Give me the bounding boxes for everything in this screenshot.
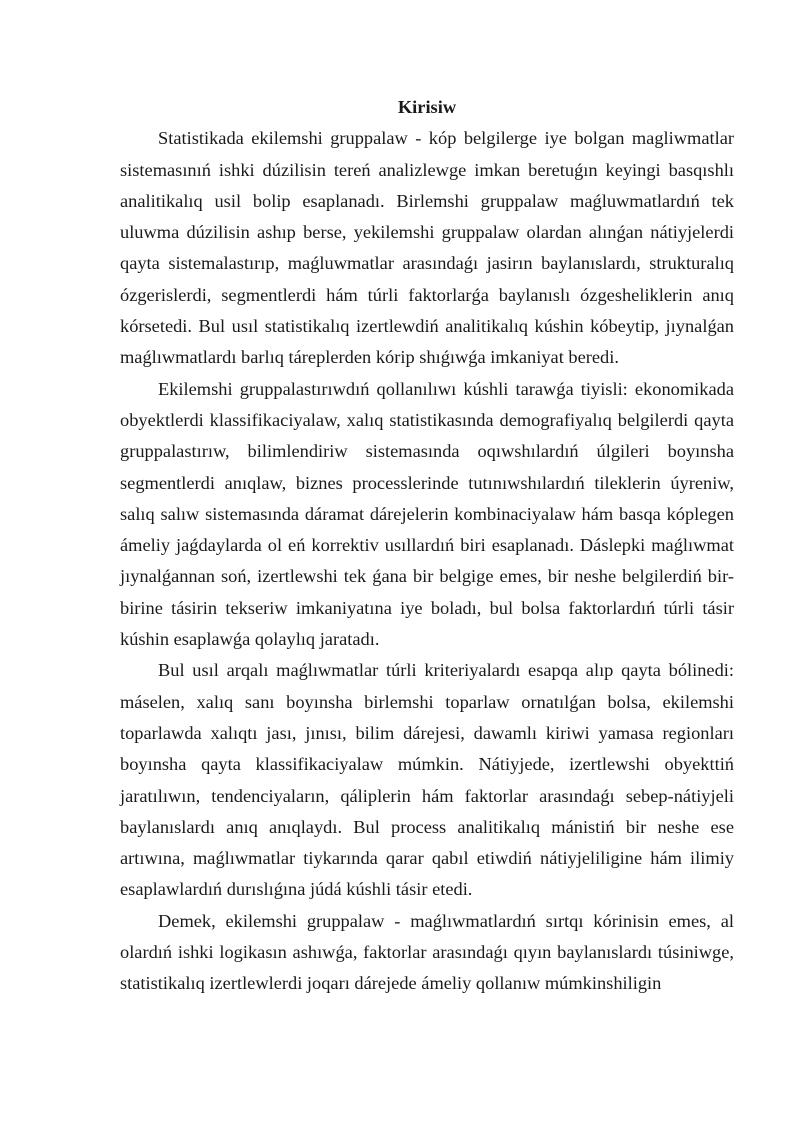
paragraph-1: Statistikada ekilemshi gruppalaw - kóp belgilerge iye bolgan magliwmatlar sistemasınıń ishki dúzilisin tereń analizlewge imkan beretuǵın keyingi basqıshlı analitikalıq usil bolip esaplanadı. Birlemshi gruppalaw maǵluwmatlardıń tek uluwma dúzilisin ashıp berse, yekilemshi gruppalaw olardan alınǵan nátiyjelerdi qayta sistemalastırıp, maǵluwmatlar arasındaǵı jasirın baylanıslardı, strukturalıq ózgerislerdi, segmentlerdi hám túrli faktorlarǵa baylanıslı ózgesheliklerin anıq kórsetedi. Bul usıl statistikalıq izertlewdiń analitikalıq kúshin kóbeytip, jıynalǵan maǵlıwmatlardı barlıq táreplerden kórip shıǵıwǵa imkaniyat beredi. [120, 128, 734, 368]
paragraph-4: Demek, ekilemshi gruppalaw - maǵlıwmatlardıń sırtqı kórinisin emes, al olardıń ishki logikasın ashıwǵa, faktorlar arasındaǵı qıyın baylanıslardı túsiniwge, statistikalıq izertlewlerdi joqarı dárejede ámeliy qollanıw múmkinshiligin [120, 910, 734, 994]
document-title: Kirisiw [397, 97, 457, 117]
paragraph-3: Bul usıl arqalı maǵlıwmatlar túrli kriteriyalardı esapqa alıp qayta bólinedi: máselen, xalıq sanı boyınsha birlemshi toparlaw ornatılǵan bolsa, ekilemshi toparlawda xalıqtı jası, jınısı, bilim dárejesi, dawamlı kiriwi yamasa regionları boyınsha qayta klassifikaciyalaw múmkin. Nátiyjede, izertlewshi obyekttiń jaratılıwın, tendenciyaların, qáliplerin hám faktorlar arasındaǵı sebep-nátiyjeli baylanıslardı anıq anıqlaydı. Bul process analitikalıq mánistiń bir neshe ese artıwına, maǵlıwmatlar tiykarında qarar qabıl etiwdiń nátiyjeliligine hám ilimiy esaplawlardıń durıslıǵına júdá kúshli tásir etedi. [120, 660, 734, 900]
paragraph-2: Ekilemshi gruppalastırıwdıń qollanılıwı kúshli tarawǵa tiyisli: ekonomikada obyektlerdi klassifikaciyalaw, xalıq statistikasında demografiyalıq belgilerdi qayta gruppalastırıw, bilimlendiriw sistemasında oqıwshılardıń úlgileri boyınsha segmentlerdi anıqlaw, biznes processlerinde tutınıwshılardıń tileklerin úyreniw, salıq salıw sistemasında dáramat dárejelerin kombinaciyalaw hám basqa kóplegen ámeliy jaǵdaylarda ol eń korrektiv usıllardıń biri esaplanadı. Dáslepki maǵlıwmat jıynalǵannan soń, izertlewshi tek ǵana bir belgige emes, bir neshe belgilerdiń bir-birine tásirin tekseriw imkaniyatına iye boladı, bul bolsa faktorlardıń túrli tásir kúshin esaplawǵa qolaylıq jaratadı. [120, 378, 734, 650]
